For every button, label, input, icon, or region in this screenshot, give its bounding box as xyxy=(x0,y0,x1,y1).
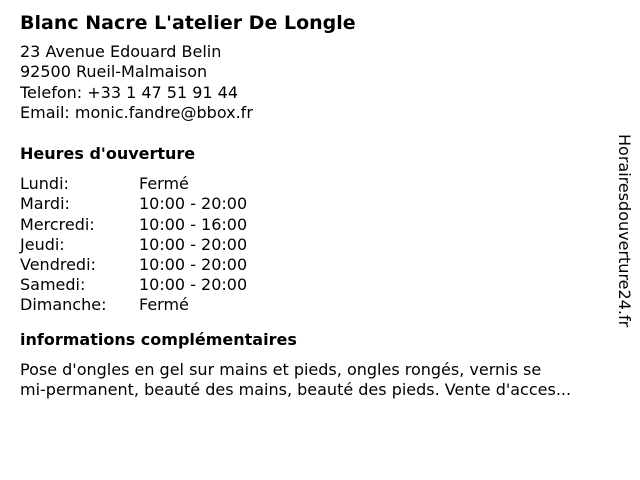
hours-day: Dimanche: xyxy=(20,295,107,315)
hours-time: 10:00 - 20:00 xyxy=(139,275,248,295)
info-description xyxy=(20,360,620,401)
info-line-2: mi-permanent, beauté des mains, beauté des pieds. Vente d'acces... xyxy=(20,380,572,400)
business-name: Blanc Nacre L'atelier De Longle xyxy=(20,12,356,34)
hours-row-dimanche xyxy=(20,295,615,315)
hours-day: Lundi: xyxy=(20,174,69,194)
business-card xyxy=(20,10,615,401)
hours-day: Mardi: xyxy=(20,194,70,214)
hours-table xyxy=(20,174,615,315)
info-heading: informations complémentaires xyxy=(20,329,297,349)
hours-row-jeudi xyxy=(20,235,615,255)
hours-day: Jeudi: xyxy=(20,234,65,254)
hours-day: Mercredi: xyxy=(20,214,95,234)
hours-time: 10:00 - 20:00 xyxy=(139,234,248,254)
side-brand-watermark: Horairesdouverture24.fr xyxy=(615,134,634,328)
hours-day: Samedi: xyxy=(20,275,86,295)
hours-time: Fermé xyxy=(139,174,189,194)
hours-time: 10:00 - 16:00 xyxy=(139,214,248,234)
address-city: 92500 Rueil-Malmaison xyxy=(20,62,208,82)
hours-day: Vendredi: xyxy=(20,255,96,274)
info-line-1: Pose d'ongles en gel sur mains et pieds, ongles rongés, vernis se xyxy=(20,359,542,379)
hours-row-lundi xyxy=(20,174,615,194)
email-address: Email: monic.fandre@bbox.fr xyxy=(20,102,253,122)
phone-number: Telefon: +33 1 47 51 91 44 xyxy=(20,82,239,102)
hours-row-mercredi xyxy=(20,215,615,235)
address-street: 23 Avenue Edouard Belin xyxy=(20,42,222,61)
contact-block xyxy=(20,42,615,123)
hours-row-vendredi xyxy=(20,255,615,275)
hours-time: Fermé xyxy=(139,295,189,315)
hours-row-samedi xyxy=(20,275,615,295)
hours-time: 10:00 - 20:00 xyxy=(139,194,248,214)
hours-time: 10:00 - 20:00 xyxy=(139,255,248,274)
hours-heading: Heures d'ouverture xyxy=(20,144,196,164)
hours-row-mardi xyxy=(20,194,615,214)
